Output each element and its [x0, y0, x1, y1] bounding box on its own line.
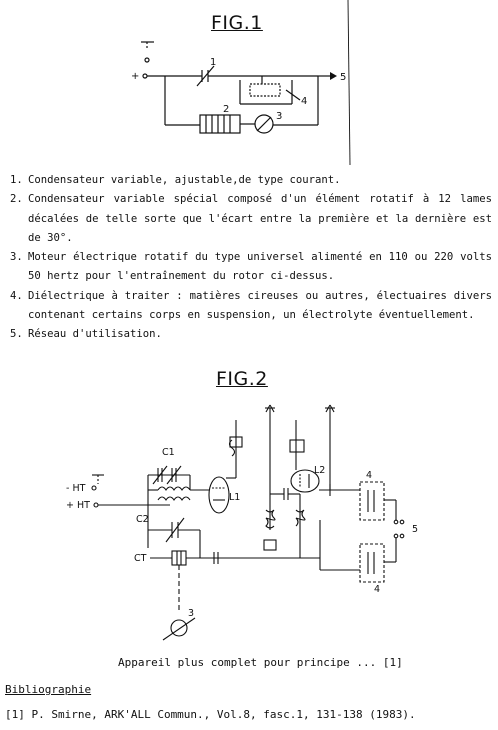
- fig1-label-3: 3: [276, 111, 283, 122]
- l1-label: L1: [229, 492, 241, 503]
- c2-label: C2: [136, 514, 149, 525]
- fig2-title: FIG.2: [216, 368, 268, 390]
- ct-label: CT: [134, 553, 147, 564]
- l2-cap-box: [290, 440, 304, 452]
- fig1-label-2: 2: [223, 104, 230, 115]
- ct-capacitor: [172, 551, 186, 565]
- legend-text: Diélectrique à traiter : matières cireuses ou autres, électuaires divers contenant certains corps en suspension, un électrolyte éventuellement.: [28, 289, 492, 322]
- legend-number: 2.: [10, 193, 23, 206]
- legend-text: Condensateur variable, ajustable,de type courant.: [28, 174, 341, 186]
- output-terminal-a: [394, 520, 398, 524]
- l2-label: L2: [314, 465, 326, 476]
- box4-upper-label: 4: [366, 470, 373, 481]
- bibliography-heading: Bibliographie: [5, 683, 92, 696]
- ht-plus-label: + HT: [66, 500, 90, 511]
- left-coil-box: [264, 540, 276, 550]
- c1-label: C1: [162, 447, 175, 458]
- legend-number: 5.: [10, 328, 23, 341]
- fig1-title: FIG.1: [211, 12, 263, 34]
- bibliography-reference: [1] P. Smirne, ARK'ALL Commun., Vol.8, fasc.1, 131-138 (1983).: [5, 708, 416, 721]
- ht-minus-label: - HT: [66, 483, 86, 494]
- legend-number: 1.: [10, 174, 23, 186]
- output-5-label: 5: [412, 524, 419, 535]
- box4-lower-label: 4: [374, 584, 381, 595]
- tank-coil: [158, 487, 190, 490]
- fig1-plus-label: +: [131, 71, 140, 82]
- legend-text: Moteur électrique rotatif du type universel alimenté en 110 ou 220 volts 50 hertz pour l'entraînement du rotor ci-dessus.: [28, 251, 492, 283]
- fig1-label-1: 1: [210, 57, 217, 68]
- dielectric-box-lower: [360, 544, 384, 582]
- output-terminal-b: [394, 534, 398, 538]
- fig1-label-4: 4: [301, 96, 308, 107]
- legend-text: Réseau d'utilisation.: [28, 328, 162, 341]
- dielectric-box-upper: [360, 482, 384, 520]
- motor-3-label: 3: [188, 608, 195, 619]
- legend-number: 4.: [10, 289, 23, 302]
- legend-text: Condensateur variable spécial composé d'un élément rotatif à 12 lames décalées de telle sorte que l'écart entre la première et la dernière est de 30°.: [28, 193, 492, 244]
- legend-number: 3.: [10, 251, 23, 264]
- figure-caption: Appareil plus complet pour principe ... [1]: [118, 656, 403, 669]
- fig1-label-5: 5: [340, 72, 347, 83]
- ht-plus-terminal: [94, 503, 98, 507]
- tube-l1: [209, 477, 229, 513]
- ht-minus-terminal: [92, 486, 96, 490]
- motor-3-symbol: [171, 620, 187, 636]
